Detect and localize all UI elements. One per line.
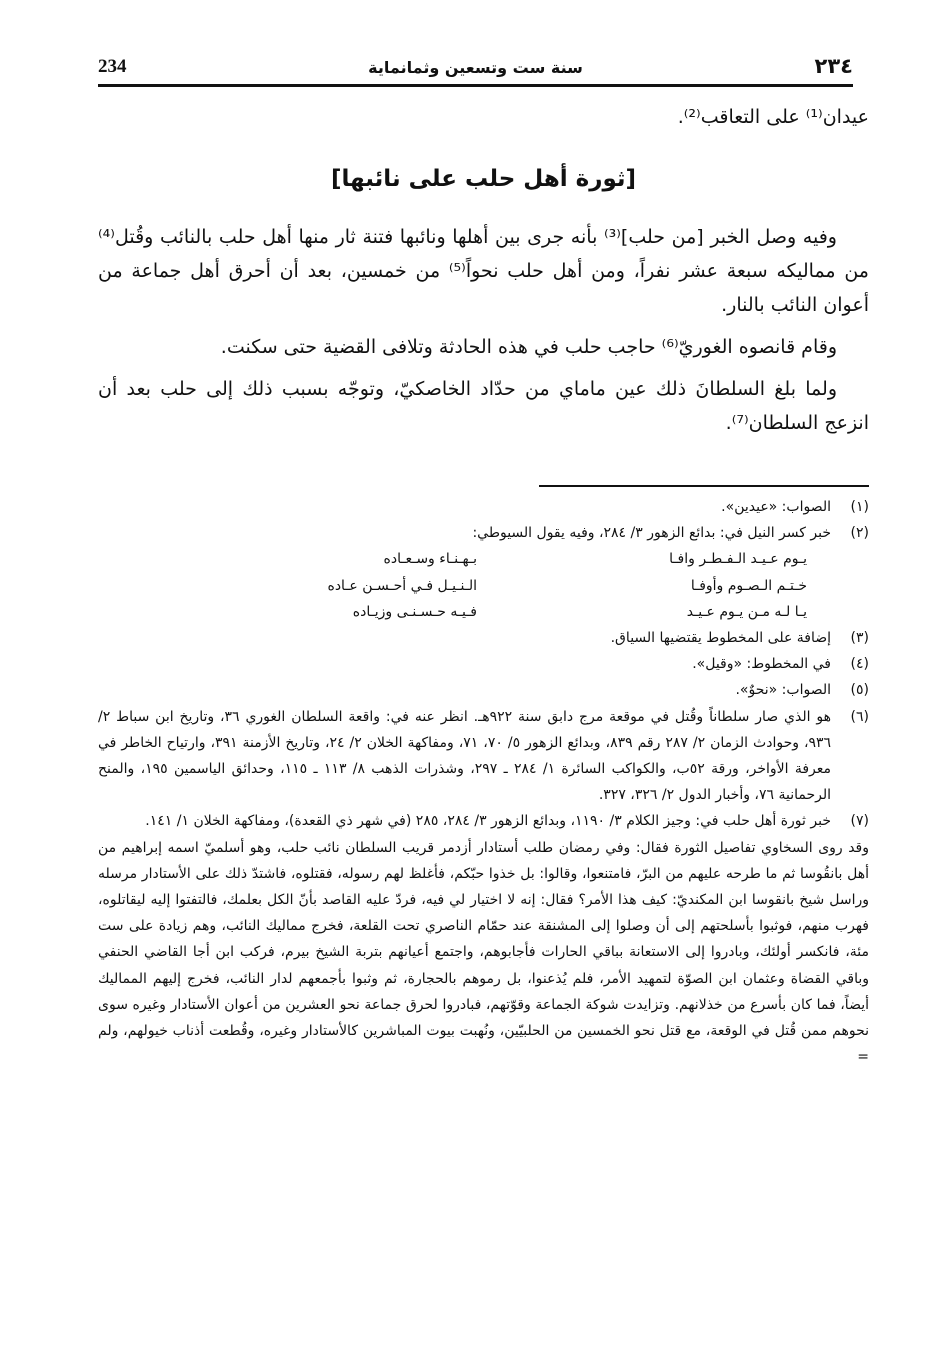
paragraph-2: وقام قانصوه الغوريّ⁽⁶⁾ حاجب حلب في هذه الحادثة وتلافى القضية حتى سكنت.: [220, 336, 837, 358]
footnote-number: (٤): [850, 656, 869, 673]
footnote-text: الصواب: «نحوٌ».: [735, 682, 831, 699]
footnote-number: (٧): [850, 813, 869, 830]
running-title: سنة ست وتسعين وثمانماية: [368, 58, 583, 77]
hemistich: خـتـم الـصـوم وأوفـا: [690, 577, 807, 594]
footnote-number: (٣): [850, 630, 869, 647]
footnote-4: [98, 651, 869, 677]
hemistich: الـنـيـل فـي أحـسـن عـاده: [327, 577, 477, 594]
main-text-top: [98, 100, 869, 134]
footnote-text: خبر كسر النيل في: بدائع الزهور ٣/ ٢٨٤، وفيه يقول السيوطي:: [472, 525, 831, 542]
poem: [98, 546, 869, 625]
header-rule: [98, 84, 853, 87]
footnote-7: [98, 808, 869, 834]
page-number-arabic: ٢٣٤: [814, 54, 853, 78]
footnotes: [98, 494, 869, 1070]
footnote-text: خبر ثورة أهل حلب في: وجيز الكلام ٣/ ١١٩٠، وبدائع الزهور ٣/ ٢٨٤، ٢٨٥ (في شهر ذي القعدة)، ومفاكهة الخلان ١/ ١٤١.: [145, 813, 831, 830]
footnote-6: [98, 704, 869, 809]
footnote-continuation: وقد روى السخاوي تفاصيل الثورة فقال: وفي رمضان طلب أستادار أزدمر قريب السلطان نائب حلب، وهو أسلميّ اسمه إبراهيم من أهل بانقُوسا ثم ما طرحه عليهم من البرّ، فامتنعوا، وقالوا: بل خذوا حبّكم، فأغلظ لهم رسوله، فقتلوه، فاشتدّ ذلك على الأستادار مرسله وراسل شيخ بانقوسا ابن المكنديّ: كيف هذا الأمر؟ فقال: إنه لا اختيار لي فيه، فردّ عليه القاصد بأنّ الكل بعلمك، فالتفتوا إليه ليقاتلوه، فهرب منهم، فوثبوا بأسلحتهم إلى أن وصلوا إلى المشنقة عند حمّام الناصري تحت القلعة، فخرج مماليك النائب، وهم زيادة على ست مئة، فانكسر أولئك، وبادروا إلى الاستعانة بباقي الحارات فأجابوهم، واجتمع أعيانهم بتربة الشيخ بيرم، فركب ابن أجا القاضي الحنفي وباقي القضاة وعثمان ابن الصوّة لتمهيد الأمر، فلم يُذعنوا، بل رموهم بالحجارة، ثم وثبوا بأجمعهم لدار النائب، فخرج إليهم المماليك أيضاً، فما كان بأسرع من خذلانهم. وتزايدت شوكة الجماعة وقوّتهم، فبادروا لحرق جماعة نحو العشرين من أعوان الأستادار وغيره سوى نحوهم ممن قُتل في الوقعة، مع قتل نحو الخمسين من الحلبيّين، ونُهبت بيوت المباشرين كالأستادار وغيره، وقُطعت أذناب خيولهم، ولم =: [98, 839, 869, 1066]
footnote-text: إضافة على المخطوط يقتضيها السياق.: [610, 630, 831, 647]
paragraph-1: وفيه وصل الخبر [من حلب]⁽³⁾ بأنه جرى بين أهلها ونائبها فتنة ثار منها أهل حلب بالنائب وقُتل⁽⁴⁾ من مماليكه سبعة عشر نفراً، ومن أهل حلب نحواً⁽⁵⁾ من خمسين، بعد أن أحرق أهل جماعة من أعوان النائب بالنار.: [98, 226, 869, 316]
hemistich: بـهـنـاء وسـعـاده: [383, 551, 477, 568]
poem-verse: [98, 599, 807, 625]
poem-verse: [98, 573, 807, 599]
footnote-number: (١): [850, 499, 869, 515]
footnote-5: [98, 677, 869, 703]
main-text-body: [98, 220, 869, 440]
footnote-1: [98, 494, 869, 520]
footnote-text: الصواب: «عيدين».: [721, 499, 831, 515]
footnote-3: [98, 625, 869, 651]
hemistich: يـا لـه مـن يـوم عـيـد: [686, 603, 807, 620]
footnote-rule: [539, 485, 869, 487]
footnote-number: (٢): [850, 525, 869, 542]
footnote-number: (٦): [850, 708, 869, 725]
hemistich: فـيـه حـسـنـى وزيـاده: [352, 603, 477, 620]
footnote-number: (٥): [850, 682, 869, 699]
footnote-text: هو الذي صار سلطاناً وقُتل في موقعة مرج دابق سنة ٩٢٢هـ. انظر عنه في: واقعة السلطان الغوري ٣٦، وتاريخ ابن سباط ٢/ ٩٣٦، وحوادث الزمان ٢/ ٢٨٧ رقم ٨٣٩، وبدائع الزهور ٥/ ٧٠، ٧١، ومفاكهة الخلان ٢/ ٢٤، وتاريخ الأزمنة ٣٩١، وارتياح الخاطر في معرفة الأواخر، ورقة ٥٢ب، والكواكب السائرة ١/ ٢٨٤ ـ ٢٩٧، وشذرات الذهب ٨/ ١١٣ ـ ١١٥، وحدائق الياسمين ١٩٥، والمنح الرحمانية ٧٦، وأخبار الدول ٢/ ٣٢٦، ٣٢٧.: [98, 708, 832, 804]
page-number-latin: 234: [98, 56, 127, 77]
footnote-2: [98, 520, 869, 546]
poem-verse: [98, 546, 807, 572]
continuation-line: عيدان⁽¹⁾ على التعاقب⁽²⁾.: [677, 106, 869, 128]
footnote-text: في المخطوط: «وقيل».: [692, 656, 831, 673]
hemistich: يـوم عـيـد الـفـطـر وافـا: [669, 551, 807, 568]
page-header: [98, 52, 853, 86]
paragraph-3: ولما بلغ السلطانَ ذلك عين ماماي من حدّاد الخاصكيّ، وتوجّه بسبب ذلك إلى حلب بعد أن انزعج السلطان⁽⁷⁾.: [98, 378, 869, 434]
section-title: [ثورة أهل حلب على نائبها]: [330, 166, 637, 192]
